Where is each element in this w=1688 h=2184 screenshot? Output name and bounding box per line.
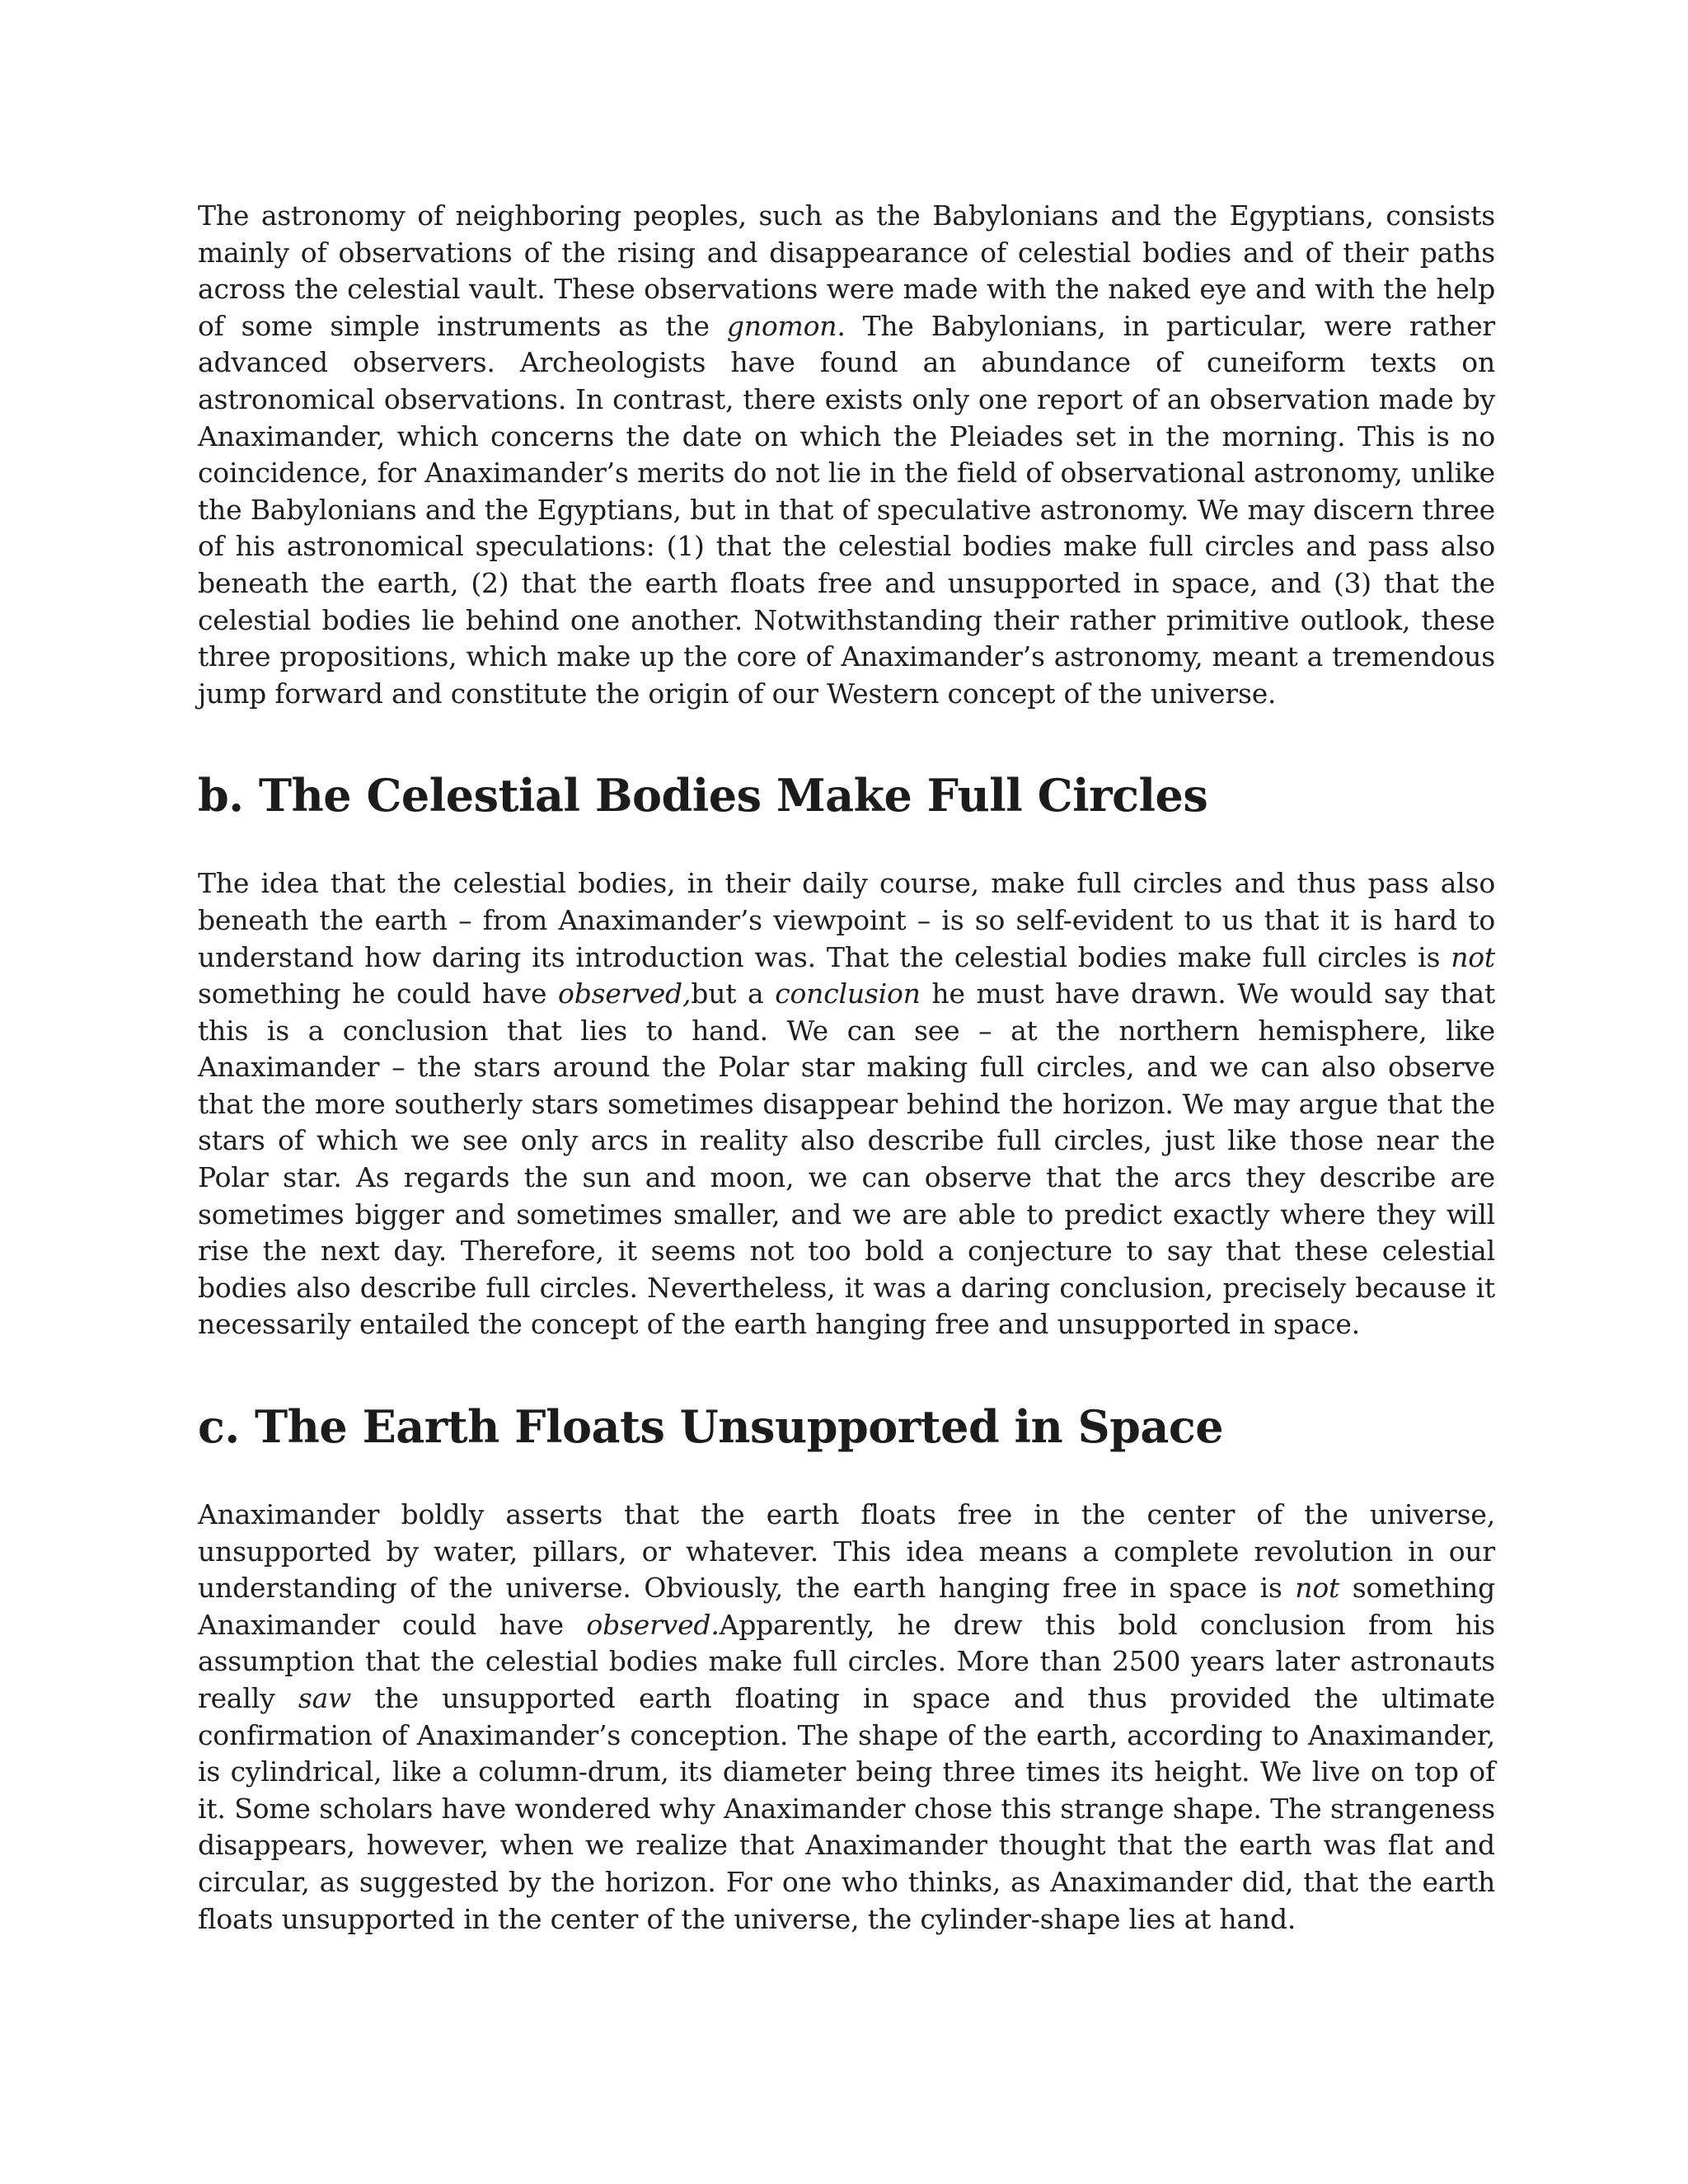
italic-term-gnomon: gnomon bbox=[726, 309, 837, 342]
text-run: he must have drawn. We would say that this is a conclusion that lies to hand. We can see – at the northern hemisphere, like Anaximander – the stars around the Polar star making full circles, and we can also observe that the more southerly stars sometimes disappear behind the horizon. We may argue that the stars of which we see only arcs in reality also describe full circles, just like those near the Polar star. As regards the sun and moon, we can observe that the arcs they describe are sometimes bigger and sometimes smaller, and we are able to predict exactly where they will rise the next day. Therefore, it seems not too bold a conjecture to say that these celestial bodies also describe full circles. Nevertheless, it was a daring conclusion, precisely because it necessarily entailed the concept of the earth hanging free and unsupported in space. bbox=[198, 977, 1496, 1341]
text-run: the unsupported earth floating in space and thus provided the ultimate confirmation of Anaximander’s conception. The shape of the earth, according to Anaximander, is cylindrical, like a column-drum, its diameter being three times its height. We live on top of it. Some scholars have wondered why Anaximander chose this strange shape. The strangeness disappears, however, when we realize that Anaximander thought that the earth was flat and circular, as suggested by the horizon. For one who thinks, as Anaximander did, that the earth floats unsupported in the center of the universe, the cylinder-shape lies at hand. bbox=[198, 1682, 1495, 1935]
section-heading-full-circles: b. The Celestial Bodies Make Full Circles bbox=[198, 769, 1208, 823]
text-run: Apparently, he drew this bold conclusion from his assumption that the celestial bodies make full circles. More than 2500 years later astronauts really bbox=[198, 1608, 1495, 1714]
paragraph-babylonian-astronomy bbox=[198, 198, 1495, 712]
paragraph-earth-floats bbox=[198, 1497, 1495, 1938]
text-run: but a bbox=[691, 977, 776, 1010]
text-run: something Anaximander could have bbox=[198, 1572, 1495, 1641]
text-run: The astronomy of neighboring peoples, such as the Babylonians and the Egyptians, consists mainly of observations of the rising and disappearance of celestial bodies and of their paths across the celestial vault. These observations were made with the naked eye and with the help of some simple instruments as the bbox=[198, 199, 1495, 342]
page-content bbox=[198, 198, 1495, 1938]
italic-word-observed: observed. bbox=[586, 1608, 720, 1641]
text-run: The idea that the celestial bodies, in their daily course, make full circles and thus pass also beneath the earth – from Anaximander’s viewpoint – is so self-evident to us that it is hard to understand how daring its introduction was. That the celestial bodies make full circles is bbox=[198, 867, 1495, 973]
paragraph-full-circles bbox=[198, 865, 1495, 1343]
italic-word-observed: observed, bbox=[558, 977, 692, 1010]
text-run: something he could have bbox=[198, 977, 559, 1010]
italic-word-conclusion: conclusion bbox=[775, 977, 921, 1010]
text-run: Anaximander boldly asserts that the earth floats free in the center of the universe, unsupported by water, pillars, or whatever. This idea means a complete revolution in our understanding of the universe. Obviously, the earth hanging free in space is bbox=[198, 1498, 1495, 1605]
text-run: . The Babylonians, in particular, were rather advanced observers. Archeologists have found an abundance of cuneiform texts on astronomical observations. In contrast, there exists only one report of an observation made by Anaximander, which concerns the date on which the Pleiades set in the morning. This is no coincidence, for Anaximander’s merits do not lie in the field of observational astronomy, unlike the Babylonians and the Egyptians, but in that of speculative astronomy. We may discern three of his astronomical speculations: (1) that the celestial bodies make full circles and pass also beneath the earth, (2) that the earth floats free and unsupported in space, and (3) that the celestial bodies lie behind one another. Notwithstanding their rather primitive outlook, these three propositions, which make up the core of Anaximander’s astronomy, meant a tremendous jump forward and constitute the origin of our Western concept of the universe. bbox=[198, 309, 1495, 710]
italic-word-saw: saw bbox=[298, 1682, 352, 1714]
italic-word-not: not bbox=[1295, 1572, 1340, 1605]
italic-word-not: not bbox=[1451, 940, 1495, 973]
section-heading-earth-floats: c. The Earth Floats Unsupported in Space bbox=[198, 1400, 1224, 1454]
